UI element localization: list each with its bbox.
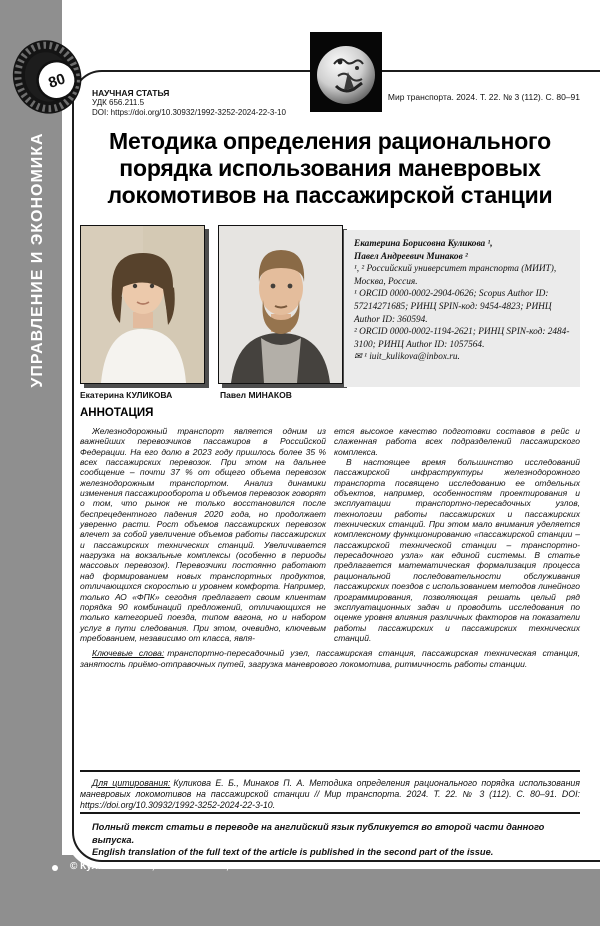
divider [80,812,580,814]
issue-info: Мир транспорта. 2024. Т. 22. № 3 (112). С. 80–91 [387,92,580,102]
journal-logo-sphere-icon [310,32,382,112]
page-number: 80 [46,70,68,92]
citation-text: Куликова Е. Б., Минаков П. А. Методика определения рационального порядка использования маневровых локомотивов на пассажирской станции // Мир транспорта. 2024. Т. 22. № 3 (112). С. 80–91. DOI: https://doi.org/10.30932/1992-3252-2024-22-3-10. [80,778,580,810]
citation-block [80,778,580,811]
udc-label: УДК 656.211.5 [92,98,145,107]
tire-page-badge [10,36,90,116]
author-affiliation: ¹, ² Российский университет транспорта (МИИТ), Москва, Россия. [354,264,557,287]
translation-note [92,821,576,859]
article-title [80,128,580,209]
author-ids: ² ORCID 0000-0002-1194-2621; РИНЦ SPIN-код: 2484-3100; РИНЦ Author ID: 1057564. [354,327,570,350]
article-title-line: Методика определения рационального [109,128,551,154]
keywords-label: Ключевые слова: [92,648,165,659]
author-name: Павел Андреевич Минаков ² [354,251,468,262]
article-title-line: порядка использования маневровых [119,155,541,181]
author-photo-kulikova [80,225,205,384]
photo-caption-kulikova: Екатерина КУЛИКОВА [80,390,173,400]
footer-copyright: © Куликова Е. Б., Минаков П. А., 2024 [70,861,254,872]
abstract-column-right [334,426,580,643]
annotation-heading: АННОТАЦИЯ [80,407,154,419]
article-title-line: локомотивов на пассажирской станции [107,182,553,208]
abstract-column-left [80,426,326,643]
portrait-woman-illustration [81,226,204,383]
keywords-text: транспортно-пересадочный узел, пассажирская станция, пассажирская техническая станция, занятость приёмо-отправочных путей, загрузка маневрового локомотива, ритмичность работы станции. [80,648,581,669]
portrait-man-illustration [219,226,342,383]
divider [80,770,580,772]
abstract-text: ется высокое качество подготовки составов в рейс и слаженная работа всех подразделений пассажирского комплекса. [334,426,580,457]
doi-label: DOI: https://doi.org/10.30932/1992-3252-2024-22-3-10 [92,108,286,117]
author-ids: ¹ ORCID 0000-0002-2904-0626; Scopus Author ID: 57214271685; РИНЦ SPIN-код: 9454-4823; РИНЦ Author ID: 360594. [354,289,552,325]
section-label: УПРАВЛЕНИЕ И ЭКОНОМИКА [29,132,46,388]
author-email: ✉ ¹ iuit_kulikova@inbox.ru. [354,352,460,363]
abstract-text: В настоящее время большинство исследований пассажирской инфраструктуры железнодорожного транспорта посвящено исследованию ее отдельных объектов, например, особенностям проектирования и эксплуатации транспортно-пересадочных узлов, технологии работы пассажирских и пассажирских технических станций. При этом мало внимания уделяется комплексному функционированию «пассажирской станции – пассажирской технической станции – транспортно-пересадочного узла» как единой системы. В статье предлагается математическая формализация процесса рациональной последовательности обслуживания пассажирских поездов с использованием методов линейного программирования, позволяющая решать целый ряд эксплуатационных задач и проводить исследования по оценке уровня влияния различных факторов на показатели работы пассажирских и пассажирских технических станций. [334,457,580,643]
abstract-block [80,426,580,669]
author-name: Екатерина Борисовна Куликова ¹, [354,239,493,249]
author-photo-minakov [218,225,343,384]
translation-note-ru: Полный текст статьи в переводе на английский язык публикуется во второй части данного выпуска. [92,822,545,845]
keywords [80,648,580,669]
content-card [72,70,600,862]
authors-info-box [344,230,580,387]
abstract-text: Железнодорожный транспорт является одним из важнейших перевозчиков пассажиров в Российской Федерации. На его долю в 2023 году пришлось более 35 % всех пассажирских перевозок. При этом на дальнее сообщение – почти 37 % от общего объема перевозок железнодорожным транспортом. Анализ динамики изменения пассажирооборота и объемов перевозок говорят о том, что рынок не только восстановился после беспрецедентного падения 2020 года, но продолжает уверенно расти. Рост объемов пассажирских перевозок влечет за собой увеличение объемов работы пассажирских и пассажирских технических станций. Увеличивается нагрузка на вокзальные комплексы (особенно в периоды массовых перевозок). Перевозчики постоянно работают над формированием новых транспортных продуктов, отличающихся скоростью и уровнем комфорта. Например, только АО «ФПК» сегодня предлагает своим клиентам порядка 90 комбинаций предложений, отличающихся не только категорией поезда, типом вагона, но и набором услуг в пути следования. При этом, очевидно, ключевым требованием, независимо от класса, явля- [80,426,326,643]
journal-logo [310,32,382,112]
photo-caption-minakov: Павел МИНАКОВ [220,390,292,400]
header-meta [92,88,286,118]
translation-note-en: English translation of the full text of the article is published in the second part of the issue. [92,847,494,857]
citation-label: Для цитирования: [92,778,171,788]
footer-bullet [52,865,58,871]
article-type-label: НАУЧНАЯ СТАТЬЯ [92,88,170,98]
tire-icon [10,36,90,116]
